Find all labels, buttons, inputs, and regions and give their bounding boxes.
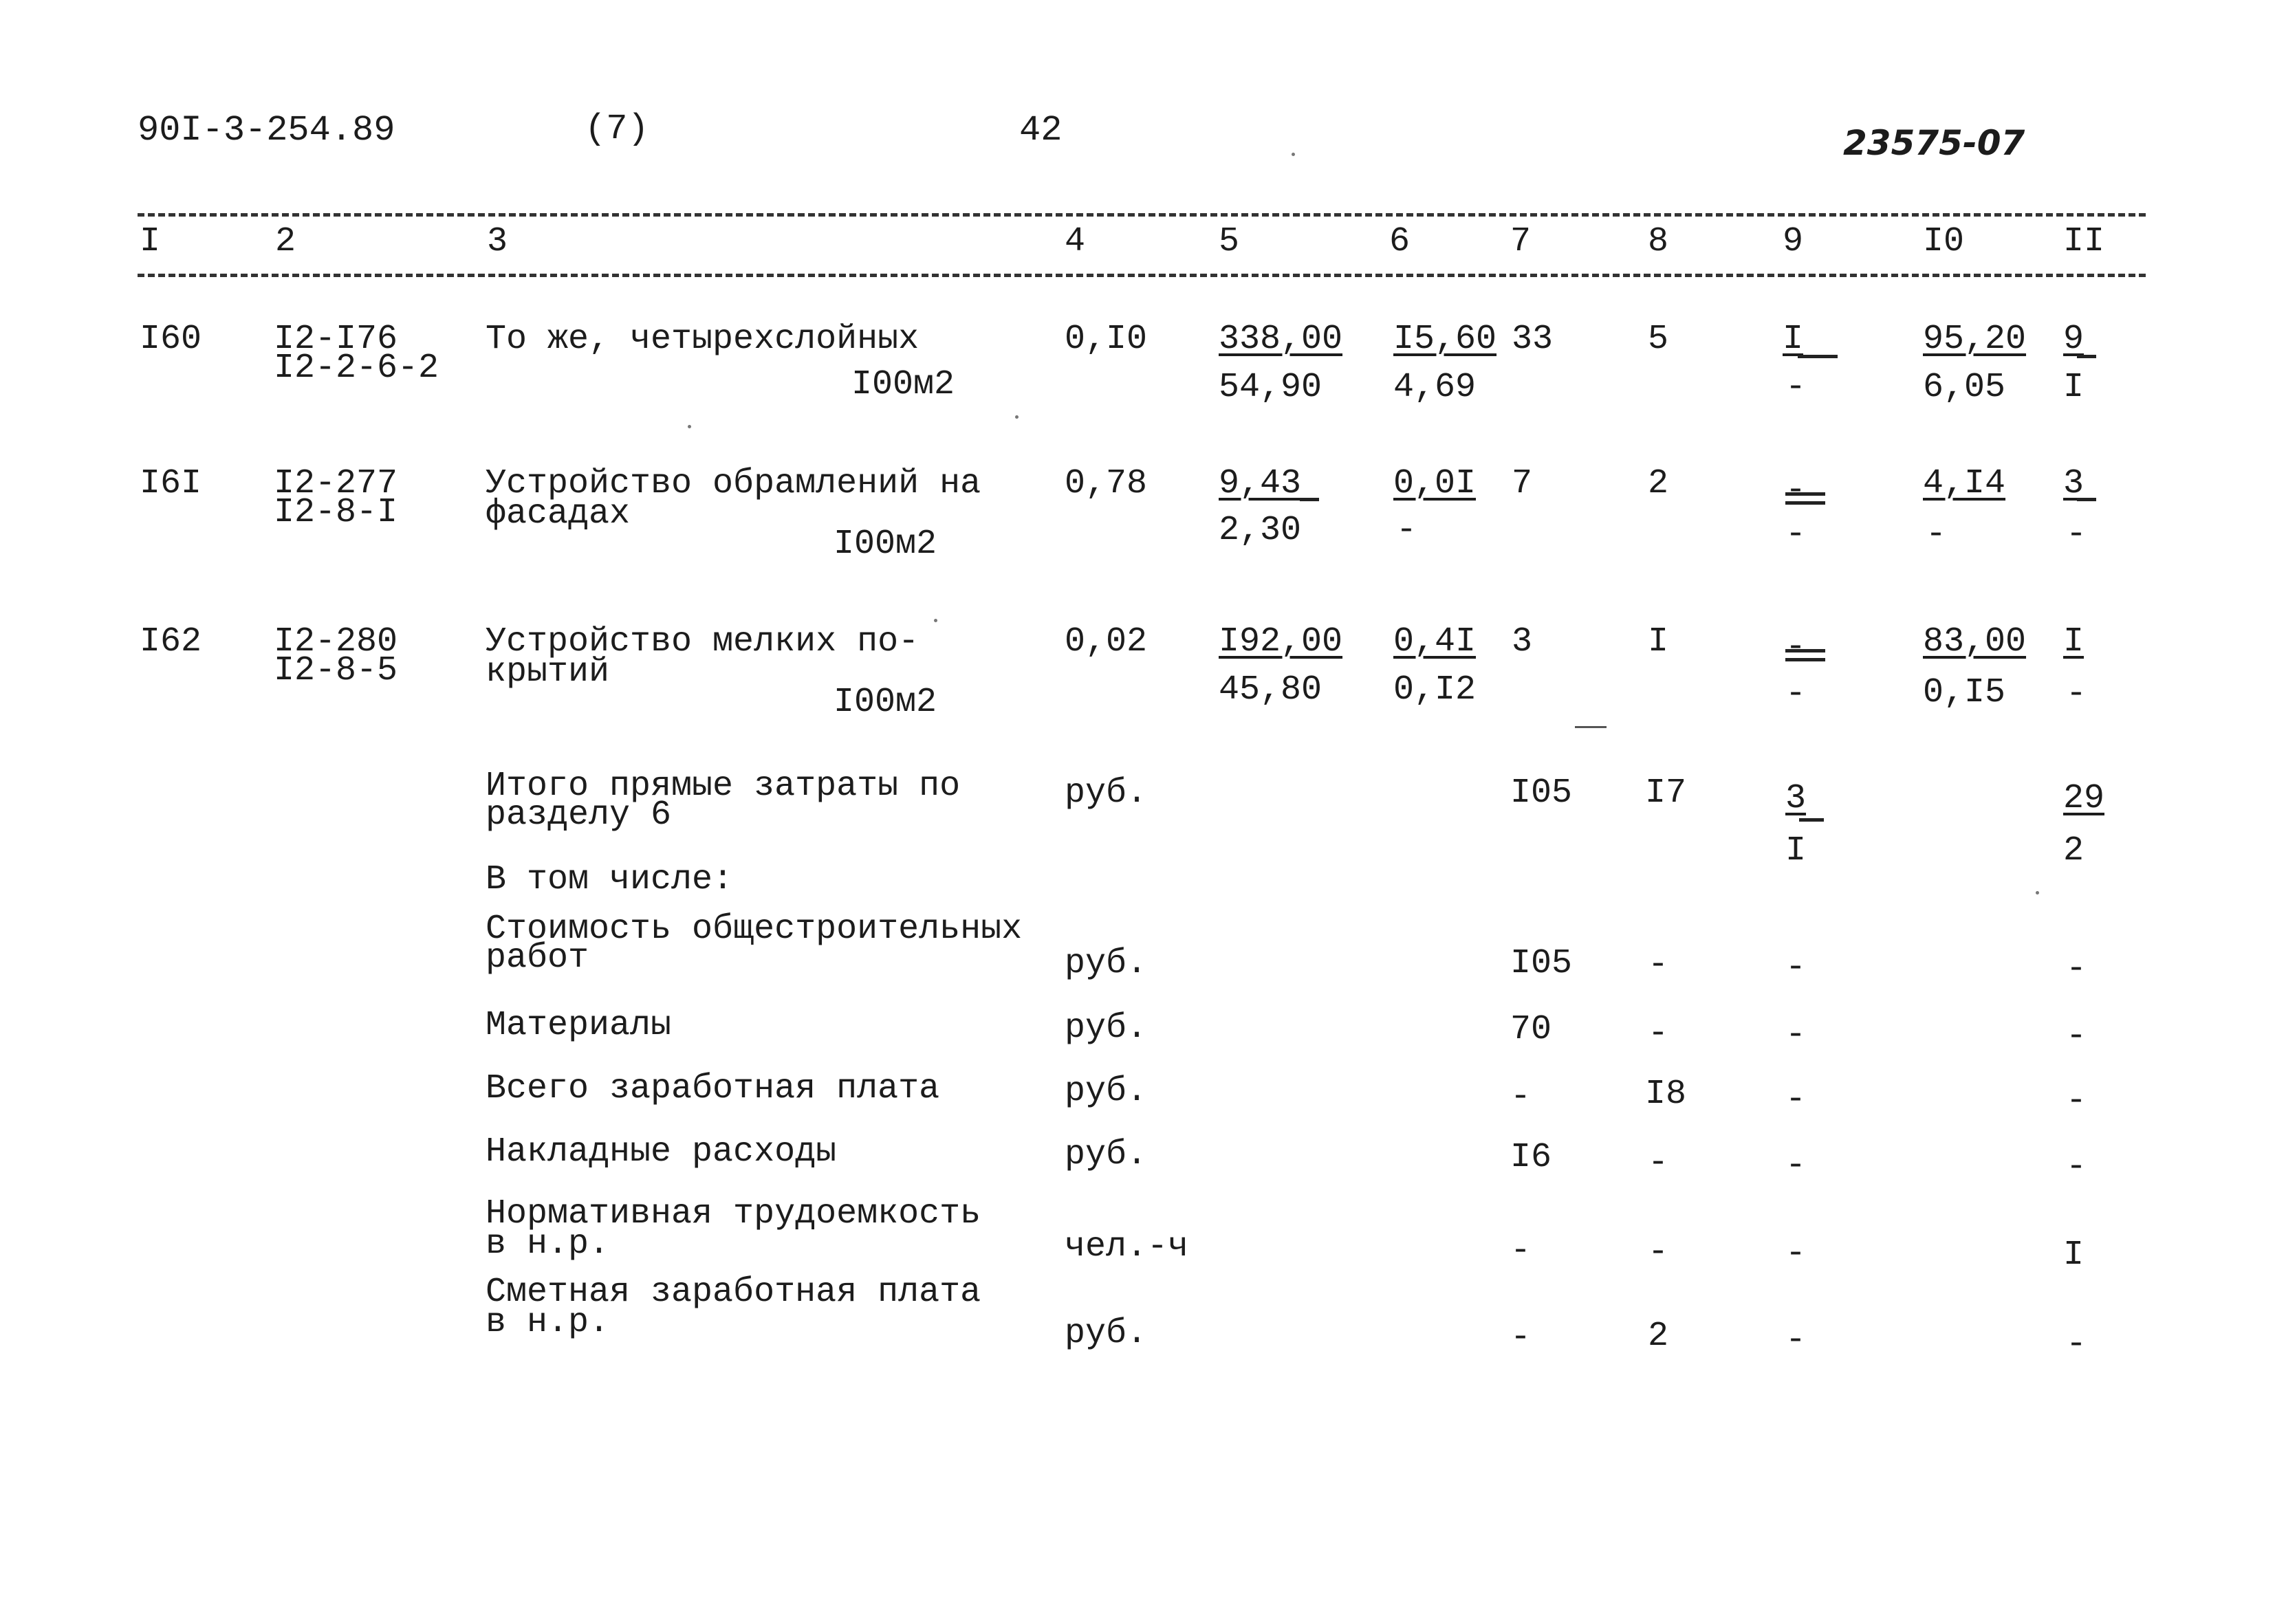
- column-header: 6: [1389, 222, 1411, 261]
- scan-speck: [934, 619, 937, 622]
- column-header: 7: [1510, 222, 1532, 261]
- unit-of-measure: I00м2: [851, 365, 955, 404]
- machine-total: -: [1785, 471, 1807, 510]
- quantity: 0,I0: [1065, 320, 1148, 359]
- summary-item-unit: руб.: [1065, 1072, 1148, 1111]
- summary-label: Итого прямые затраты по: [486, 767, 961, 806]
- row-number: I60: [140, 320, 202, 359]
- column-header: 8: [1648, 222, 1669, 261]
- machine-wages-total: -: [1785, 674, 1807, 714]
- underline-mark: [1798, 355, 1838, 358]
- labor-total: I: [2063, 622, 2084, 661]
- labor-per-unit-machines: -: [1926, 515, 1947, 554]
- summary-item-label-cont: в н.р.: [486, 1303, 610, 1342]
- summary-item-labor: -: [2066, 1148, 2087, 1187]
- summary-item-cost: -: [1510, 1318, 1532, 1357]
- row-number: I6I: [140, 464, 202, 503]
- summary-machine-wages: I: [1785, 831, 1807, 870]
- summary-item-wages: 2: [1648, 1317, 1669, 1356]
- labor-total-machines: -: [2066, 674, 2087, 714]
- column-header: 4: [1065, 222, 1086, 261]
- summary-item-wages: -: [1648, 945, 1669, 985]
- summary-item-machines: -: [1785, 1321, 1807, 1360]
- dash-mark: [1785, 649, 1825, 652]
- scan-speck: [688, 425, 691, 428]
- scan-speck: [1292, 153, 1295, 156]
- machine-wages-total: -: [1785, 368, 1807, 407]
- quantity: 0,78: [1065, 464, 1148, 503]
- sheet-number: (7): [585, 109, 649, 149]
- machine-cost: I5,60: [1393, 320, 1497, 359]
- column-header: 2: [275, 222, 296, 261]
- unit-cost-wages: 45,80: [1219, 670, 1322, 710]
- summary-item-unit: руб.: [1065, 1135, 1148, 1174]
- unit-cost-total: 9,43: [1219, 464, 1302, 503]
- norm-code: I2-280: [274, 622, 398, 661]
- column-header: 3: [487, 222, 508, 261]
- column-header: I: [140, 222, 161, 261]
- header-rule-top: [138, 213, 2146, 217]
- row-number: I62: [140, 622, 202, 661]
- summary-item-labor: -: [2066, 1082, 2087, 1121]
- summary-item-machines: -: [1785, 1080, 1807, 1119]
- labor-per-unit-machines: 6,05: [1923, 368, 2006, 407]
- scan-speck: [1015, 415, 1019, 419]
- summary-item-label: Стоимость общестроительных: [486, 910, 1023, 949]
- summary-item-unit: чел.-ч: [1065, 1227, 1189, 1266]
- underline-mark: [1300, 498, 1319, 501]
- summary-item-wages: -: [1648, 1233, 1669, 1272]
- summary-item-labor: -: [2066, 1017, 2087, 1056]
- machine-total: -: [1785, 628, 1807, 667]
- labor-per-unit: 83,00: [1923, 622, 2027, 661]
- header-rule-bottom: [138, 274, 2146, 277]
- underline-mark: [2077, 355, 2096, 358]
- unit-of-measure: I00м2: [834, 683, 937, 722]
- scan-smudge: [1575, 726, 1607, 728]
- summary-wages: I7: [1645, 773, 1687, 813]
- unit-cost-total: 338,00: [1219, 320, 1343, 359]
- summary-item-unit: руб.: [1065, 1009, 1148, 1048]
- column-header: 5: [1219, 222, 1240, 261]
- scan-speck: [2036, 891, 2039, 895]
- summary-item-label-cont: работ: [486, 939, 589, 978]
- norm-code: I2-277: [274, 464, 398, 503]
- labor-total-machines: I: [2063, 368, 2084, 407]
- summary-item-labor: -: [2066, 1325, 2087, 1364]
- summary-labor-total: 29: [2063, 779, 2105, 818]
- summary-item-cost: 70: [1510, 1010, 1552, 1049]
- summary-item-labor: -: [2066, 950, 2087, 989]
- quantity: 0,02: [1065, 622, 1148, 661]
- summary-item-machines: -: [1785, 948, 1807, 987]
- summary-item-cost: I6: [1510, 1138, 1552, 1177]
- summary-item-unit: руб.: [1065, 944, 1148, 983]
- summary-item-cost: -: [1510, 1231, 1532, 1271]
- unit-cost-wages: 54,90: [1219, 368, 1322, 407]
- total-cost: 3: [1512, 622, 1533, 661]
- summary-item-label: Всего заработная плата: [486, 1069, 940, 1108]
- summary-machine-total: 3: [1785, 779, 1807, 818]
- machine-wages: 4,69: [1393, 368, 1477, 407]
- summary-item-label: Накладные расходы: [486, 1132, 837, 1172]
- summary-item-label: Сметная заработная плата: [486, 1273, 981, 1312]
- work-description-cont: фасадах: [486, 494, 631, 534]
- summary-item-cost: -: [1510, 1077, 1532, 1117]
- summary-item-label: Нормативная трудоемкость: [486, 1194, 981, 1233]
- labor-total: 3: [2063, 464, 2084, 503]
- summary-item-unit: руб.: [1065, 1314, 1148, 1353]
- wages-total: 2: [1648, 464, 1669, 503]
- work-description: Устройство обрамлений на: [486, 464, 981, 503]
- underline-mark: [2077, 498, 2096, 501]
- summary-item-wages: I8: [1645, 1075, 1687, 1114]
- column-header: 9: [1783, 222, 1804, 261]
- labor-per-unit: 4,I4: [1923, 464, 2006, 503]
- document-code: 90I-3-254.89: [138, 110, 395, 151]
- summary-item-machines: -: [1785, 1234, 1807, 1273]
- dash-mark: [1785, 492, 1825, 496]
- norm-code-secondary: I2-2-6-2: [274, 349, 439, 388]
- underline-mark: [1799, 818, 1824, 822]
- machine-total: I: [1783, 320, 1804, 359]
- machine-wages: -: [1396, 511, 1417, 550]
- page-number: 42: [1019, 110, 1063, 151]
- work-description: То же, четырехслойных: [486, 320, 919, 359]
- unit-cost-total: I92,00: [1219, 622, 1343, 661]
- machine-cost: 0,4I: [1393, 622, 1477, 661]
- column-header: I0: [1923, 222, 1965, 261]
- wages-total: 5: [1648, 320, 1669, 359]
- summary-item-label-cont: в н.р.: [486, 1225, 610, 1264]
- summary-total-cost: I05: [1510, 773, 1573, 813]
- labor-per-unit-machines: 0,I5: [1923, 673, 2006, 712]
- summary-label-cont: разделу 6: [486, 795, 672, 835]
- summary-item-wages: -: [1648, 1014, 1669, 1053]
- summary-item-machines: -: [1785, 1016, 1807, 1055]
- summary-item-labor: I: [2063, 1236, 2084, 1275]
- including-label: В том числе:: [486, 860, 734, 899]
- total-cost: 7: [1512, 464, 1533, 503]
- machine-cost: 0,0I: [1393, 464, 1477, 503]
- summary-item-wages: -: [1648, 1143, 1669, 1183]
- unit-of-measure: I00м2: [834, 525, 937, 564]
- work-description-cont: крытий: [486, 652, 610, 692]
- summary-unit: руб.: [1065, 773, 1148, 813]
- work-description: Устройство мелких по-: [486, 622, 919, 661]
- machine-wages-total: -: [1785, 515, 1807, 554]
- summary-labor-machines: 2: [2063, 831, 2084, 870]
- archive-stamp: 23575-07: [1843, 123, 2025, 163]
- column-header: II: [2063, 222, 2105, 261]
- labor-per-unit: 95,20: [1923, 320, 2027, 359]
- summary-item-label: Материалы: [486, 1006, 672, 1045]
- norm-code-secondary: I2-8-5: [274, 651, 398, 690]
- wages-total: I: [1648, 622, 1669, 661]
- machine-wages: 0,I2: [1393, 670, 1477, 710]
- norm-code: I2-I76: [274, 320, 398, 359]
- labor-total: 9: [2063, 320, 2084, 359]
- unit-cost-wages: 2,30: [1219, 511, 1302, 550]
- total-cost: 33: [1512, 320, 1554, 359]
- norm-code-secondary: I2-8-I: [274, 493, 398, 532]
- labor-total-machines: -: [2066, 515, 2087, 554]
- summary-item-cost: I05: [1510, 944, 1573, 983]
- summary-item-machines: -: [1785, 1146, 1807, 1185]
